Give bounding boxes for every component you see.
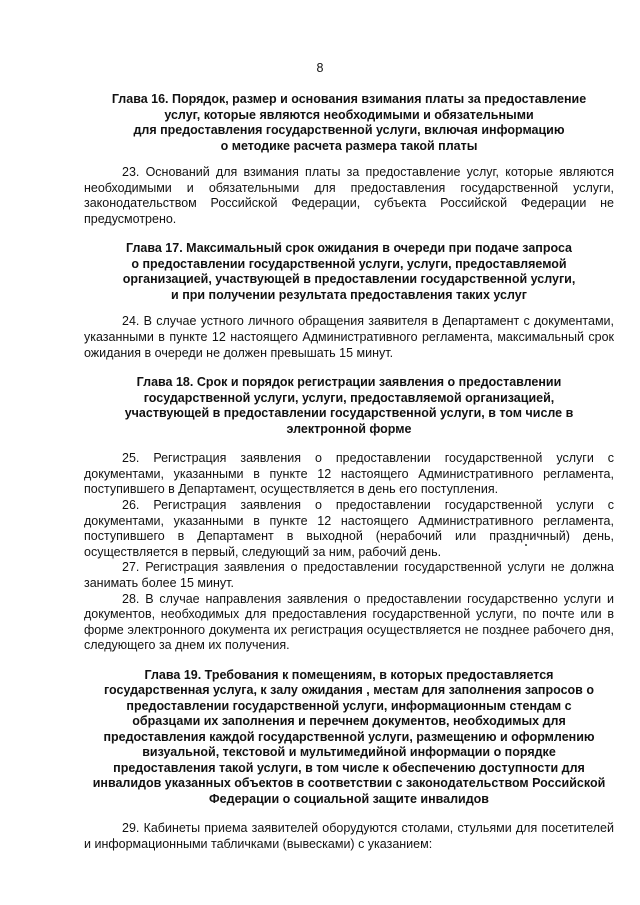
heading-line: государственная услуга, к залу ожидания , местам для заполнения запросов о: [104, 683, 594, 698]
paragraph-25: 25. Регистрация заявления о предоставлении государственной услуги с документами, указанными в пункте 12 настоящего Административного регламента, поступившего в Департамент, осуществляется в день его поступления.: [84, 451, 614, 497]
page-number: 8: [316, 61, 324, 75]
heading-line: и при получении результата предоставления таких услуг: [171, 287, 527, 302]
heading-line: Глава 19. Требования к помещениям, в которых предоставляется: [144, 667, 554, 682]
heading-line: инвалидов указанных объектов в соответствии с законодательством Российской: [92, 776, 606, 791]
page-content: [84, 92, 614, 853]
paragraph-23: 23. Оснований для взимания платы за предоставление услуг, которые являются необходимыми и обязательными для предоставления государственной услуги, законодательством Российской Федерации, субъекта Российской Федерации не предусмотрено.: [84, 165, 614, 226]
heading-line: Федерации о социальной защите инвалидов: [209, 791, 489, 806]
heading-line: государственной услуги, услуги, предоставляемой организацией,: [143, 390, 555, 405]
heading-line: предоставления каждой государственной услуги, размещению и оформлению: [103, 729, 595, 744]
paragraph-26: 26. Регистрация заявления о предоставлении государственной услуги с документами, указанными в пункте 12 настоящего Административного регламента, поступившего в Департамент в выходной (нерабочий или праздничный) день, осуществляется в первый, следующий за ним, рабочий день.: [84, 497, 614, 559]
heading-line: участвующей в предоставлении государственной услуги, в том числе в: [124, 406, 574, 421]
paragraph-27: 27. Регистрация заявления о предоставлении государственной услуги не должна занимать более 15 минут.: [84, 560, 614, 590]
heading-line: о методике расчета размера такой платы: [220, 138, 478, 153]
chapter-17-heading: [84, 241, 614, 303]
chapter-19-heading: [84, 668, 614, 808]
heading-line: визуальной, текстовой и мультимедийной информации о порядке: [142, 745, 556, 760]
heading-line: Глава 17. Максимальный срок ожидания в очереди при подаче запроса: [126, 241, 572, 256]
heading-line: предоставления такой услуги, в том числе к обеспечению доступности для: [113, 760, 585, 775]
heading-line: предоставлении государственной услуги, информационным стендам с: [126, 698, 572, 713]
heading-line: образцами их заполнения и перечнем документов, необходимых для: [132, 714, 566, 729]
paragraph-29: 29. Кабинеты приема заявителей оборудуются столами, стульями для посетителей и информационными табличками (вывесками) с указанием:: [84, 821, 614, 851]
stray-dot: [525, 544, 527, 546]
heading-line: для предоставления государственной услуги, включая информацию: [133, 123, 565, 137]
heading-line: электронной форме: [286, 421, 412, 436]
heading-line: Глава 16. Порядок, размер и основания взимания платы за предоставление: [111, 92, 587, 106]
chapter-18-heading: [84, 375, 614, 437]
heading-line: услуг, которые являются необходимыми и обязательными: [164, 107, 534, 122]
chapter-16-heading: [84, 92, 614, 154]
paragraph-28: 28. В случае направления заявления о предоставлении государственно услуги и документов, необходимых для предоставления государственной услуги, по почте или в форме электронного документа их регистрация осуществляется не позднее рабочего дня, следующего за днем их получения.: [84, 591, 614, 653]
heading-line: о предоставлении государственной услуги, услуги, предоставляемой: [131, 256, 567, 271]
heading-line: организацией, участвующей в предоставлении государственной услуги,: [122, 272, 576, 287]
paragraph-24: 24. В случае устного личного обращения заявителя в Департамент с документами, указанными в пункте 12 настоящего Административного регламента, максимальный срок ожидания в очереди не должен превышать 15 минут.: [84, 314, 614, 360]
heading-line: Глава 18. Срок и порядок регистрации заявления о предоставлении: [136, 375, 562, 390]
